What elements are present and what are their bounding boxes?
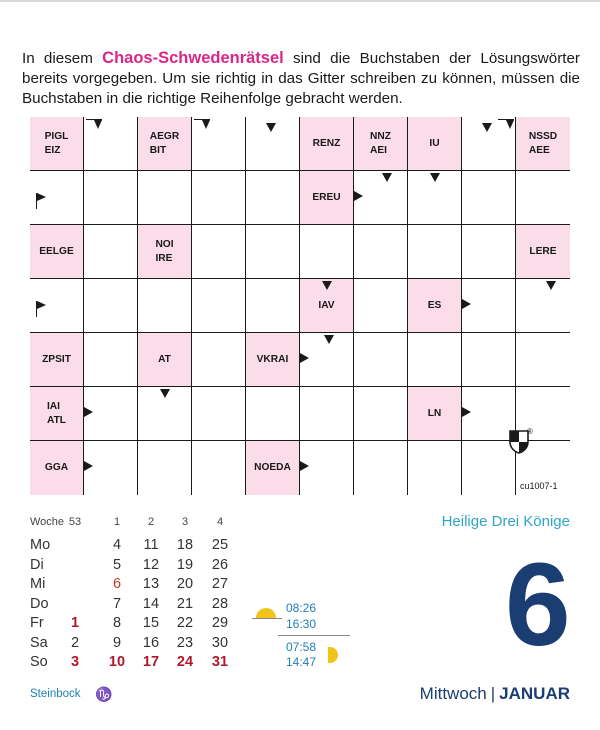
- answer-cell[interactable]: [516, 171, 570, 225]
- calendar-day: 4: [112, 537, 122, 553]
- holiday-name: Heilige Drei Könige: [441, 513, 570, 530]
- arrow-down-icon: [382, 173, 392, 182]
- clue-cell: [30, 441, 84, 495]
- weekday-label: So: [30, 654, 48, 670]
- clue-text: IAI: [46, 400, 60, 412]
- calendar-day: 29: [211, 615, 229, 631]
- clue-text: BIT: [149, 144, 167, 156]
- clue-cell: [516, 225, 570, 279]
- flag-down-icon: [194, 119, 210, 131]
- answer-cell[interactable]: [138, 171, 192, 225]
- arrow-down-icon: [546, 281, 556, 290]
- weekday-label: Mo: [30, 537, 51, 553]
- calendar-day: 24: [176, 654, 194, 670]
- clue-cell: [30, 387, 84, 441]
- calendar-day: 3: [70, 654, 80, 670]
- answer-cell[interactable]: [408, 225, 462, 279]
- answer-cell[interactable]: [84, 333, 138, 387]
- week-number: 1: [113, 516, 121, 528]
- weekday-label: Fr: [30, 615, 44, 631]
- calendar-day: 26: [211, 556, 229, 573]
- arrow-right-icon: [300, 353, 309, 363]
- answer-cell[interactable]: [246, 171, 300, 225]
- answer-cell[interactable]: [462, 333, 516, 387]
- clue-cell: [138, 117, 192, 171]
- clue-cell: [300, 117, 354, 171]
- sunrise-icon: [256, 608, 276, 618]
- calendar-day: 28: [211, 595, 229, 612]
- clue-text: RENZ: [312, 137, 341, 149]
- answer-cell[interactable]: [246, 387, 300, 441]
- arrow-down-icon: [430, 173, 440, 182]
- clue-text: LERE: [529, 245, 557, 257]
- calendar-day: 18: [176, 537, 194, 553]
- flag-right-icon: [36, 301, 48, 317]
- intro-after: sind die Buchstaben der Lösungswörter bereits vorgegeben. Um sie richtig in das Gitter schreiben zu können, müssen die Buchstaben in die richtige Reihenfolge gebracht werden.: [22, 50, 580, 107]
- arrow-right-icon: [84, 407, 93, 417]
- calendar-day: 30: [211, 634, 229, 651]
- answer-cell[interactable]: [246, 279, 300, 333]
- clue-text: NNZ: [370, 130, 391, 142]
- clue-cell: [30, 117, 84, 171]
- page-top-border: [0, 0, 600, 2]
- answer-cell[interactable]: [354, 333, 408, 387]
- answer-cell[interactable]: [138, 279, 192, 333]
- weekday-label: Sa: [30, 634, 48, 651]
- week-label: Woche: [30, 516, 65, 528]
- answer-cell[interactable]: [462, 441, 516, 495]
- answer-cell[interactable]: [354, 225, 408, 279]
- clue-text: ES: [427, 299, 442, 311]
- clue-text: ATL: [46, 414, 67, 426]
- clue-text: PIGL: [44, 130, 69, 142]
- answer-cell[interactable]: [408, 333, 462, 387]
- week-number: 53: [68, 516, 82, 528]
- answer-cell[interactable]: [192, 171, 246, 225]
- zodiac-icon: ♑: [95, 686, 113, 702]
- answer-cell[interactable]: [408, 441, 462, 495]
- clue-cell: [30, 333, 84, 387]
- shield-icon: [509, 430, 529, 454]
- calendar-day: 1: [70, 615, 80, 631]
- clue-text: NSSD: [528, 130, 558, 142]
- intro-text: [22, 48, 580, 109]
- clue-text: AEI: [370, 144, 388, 156]
- day-number: 6: [505, 539, 567, 671]
- calendar-day: 21: [176, 595, 194, 612]
- answer-cell[interactable]: [192, 279, 246, 333]
- moonset-time: 14:47: [286, 655, 317, 669]
- clue-cell: [516, 117, 570, 171]
- horizon-line: [252, 618, 282, 619]
- clue-text: IRE: [155, 252, 173, 264]
- sunset-time: 16:30: [286, 617, 317, 631]
- flag-right-icon: [36, 193, 48, 209]
- calendar-day: 2: [70, 634, 80, 651]
- calendar-day: 19: [176, 556, 194, 573]
- calendar-day: 31: [211, 654, 229, 670]
- weekday-separator: |: [490, 684, 496, 703]
- answer-cell[interactable]: [300, 225, 354, 279]
- weekday-label: Do: [30, 595, 49, 612]
- clue-cell: [408, 279, 462, 333]
- clue-cell: [138, 333, 192, 387]
- calendar-day: 22: [176, 615, 194, 631]
- crossword-grid: [30, 117, 570, 493]
- answer-cell[interactable]: [354, 279, 408, 333]
- answer-cell[interactable]: [300, 387, 354, 441]
- answer-cell[interactable]: [84, 225, 138, 279]
- arrow-down-icon: [160, 389, 170, 398]
- answer-cell[interactable]: [462, 225, 516, 279]
- clue-cell: [354, 117, 408, 171]
- clue-text: IU: [429, 137, 440, 149]
- arrow-down-icon: [482, 123, 492, 132]
- clue-text: EIZ: [44, 144, 61, 156]
- clue-cell: [408, 387, 462, 441]
- calendar-day: 23: [176, 634, 194, 651]
- answer-cell[interactable]: [138, 441, 192, 495]
- clue-text: EELGE: [39, 245, 74, 257]
- flag-down-icon: [498, 119, 514, 131]
- answer-cell[interactable]: [192, 333, 246, 387]
- flag-down-icon: [86, 119, 102, 131]
- arrow-right-icon: [462, 407, 471, 417]
- calendar-day: 15: [142, 615, 160, 631]
- publisher-logo: [509, 427, 533, 454]
- clue-text: IAV: [318, 299, 335, 311]
- clue-text: NOI: [155, 238, 174, 250]
- sun-moon-divider: [278, 635, 350, 636]
- answer-cell[interactable]: [246, 225, 300, 279]
- calendar-day: 9: [112, 634, 122, 651]
- puzzle-code: cu1007-1: [520, 481, 558, 491]
- clue-cell: [138, 225, 192, 279]
- intro-before: In diesem: [22, 50, 103, 67]
- sunrise-time: 08:26: [286, 601, 317, 615]
- clue-text: LN: [427, 407, 442, 419]
- clue-text: AT: [158, 353, 171, 365]
- clue-cell: [246, 333, 300, 387]
- calendar-day: 6: [112, 576, 122, 592]
- clue-cell: [30, 225, 84, 279]
- calendar-day: 8: [112, 615, 122, 631]
- arrow-right-icon: [354, 191, 363, 201]
- arrow-right-icon: [462, 299, 471, 309]
- weekday-label: Di: [30, 556, 44, 573]
- calendar-day: 17: [142, 654, 160, 670]
- week-number: 2: [147, 516, 155, 528]
- clue-text: EREU: [312, 191, 341, 203]
- clue-text: AEE: [528, 144, 550, 156]
- arrow-down-icon: [266, 123, 276, 132]
- week-number: 3: [181, 516, 189, 528]
- arrow-down-icon: [324, 335, 334, 344]
- clue-cell: [246, 441, 300, 495]
- week-number: 4: [216, 516, 224, 528]
- answer-cell[interactable]: [354, 441, 408, 495]
- clue-text: GGA: [44, 462, 69, 473]
- answer-cell[interactable]: [192, 441, 246, 495]
- moonrise-time: 07:58: [286, 640, 317, 654]
- month-name: JANUAR: [499, 684, 570, 703]
- answer-cell[interactable]: [192, 225, 246, 279]
- clue-text: ZPSIT: [42, 353, 71, 365]
- registered-mark: ®: [527, 427, 533, 436]
- calendar-day: 7: [112, 595, 122, 612]
- answer-cell[interactable]: [462, 171, 516, 225]
- arrow-down-icon: [322, 281, 332, 290]
- answer-cell[interactable]: [192, 387, 246, 441]
- answer-cell[interactable]: [516, 333, 570, 387]
- calendar-day: 27: [211, 576, 229, 592]
- weekday-name: Mittwoch: [419, 684, 487, 703]
- answer-cell[interactable]: [84, 279, 138, 333]
- calendar-day: 12: [142, 556, 160, 573]
- calendar-day: 11: [143, 537, 159, 553]
- intro-highlight: Chaos-Schwedenrätsel: [102, 49, 284, 67]
- calendar-day: 10: [108, 654, 126, 670]
- calendar-day: 14: [142, 595, 160, 612]
- clue-text: VKRAI: [256, 353, 289, 365]
- clue-text: NOEDA: [254, 462, 291, 473]
- weekday-month: [420, 684, 570, 704]
- answer-cell[interactable]: [516, 279, 570, 333]
- calendar-day: 25: [211, 537, 229, 553]
- calendar-day: 5: [112, 556, 122, 573]
- zodiac-name: Steinbock: [30, 688, 81, 700]
- calendar-day: 16: [142, 634, 160, 651]
- moon-icon: [328, 647, 338, 663]
- arrow-right-icon: [300, 461, 309, 471]
- calendar-day: 20: [176, 576, 194, 592]
- answer-cell[interactable]: [354, 387, 408, 441]
- clue-cell: [408, 117, 462, 171]
- clue-text: AEGR: [149, 130, 180, 142]
- answer-cell[interactable]: [84, 171, 138, 225]
- arrow-right-icon: [84, 461, 93, 471]
- weekday-label: Mi: [30, 576, 46, 592]
- calendar-day: 13: [142, 576, 160, 592]
- clue-cell: [300, 171, 354, 225]
